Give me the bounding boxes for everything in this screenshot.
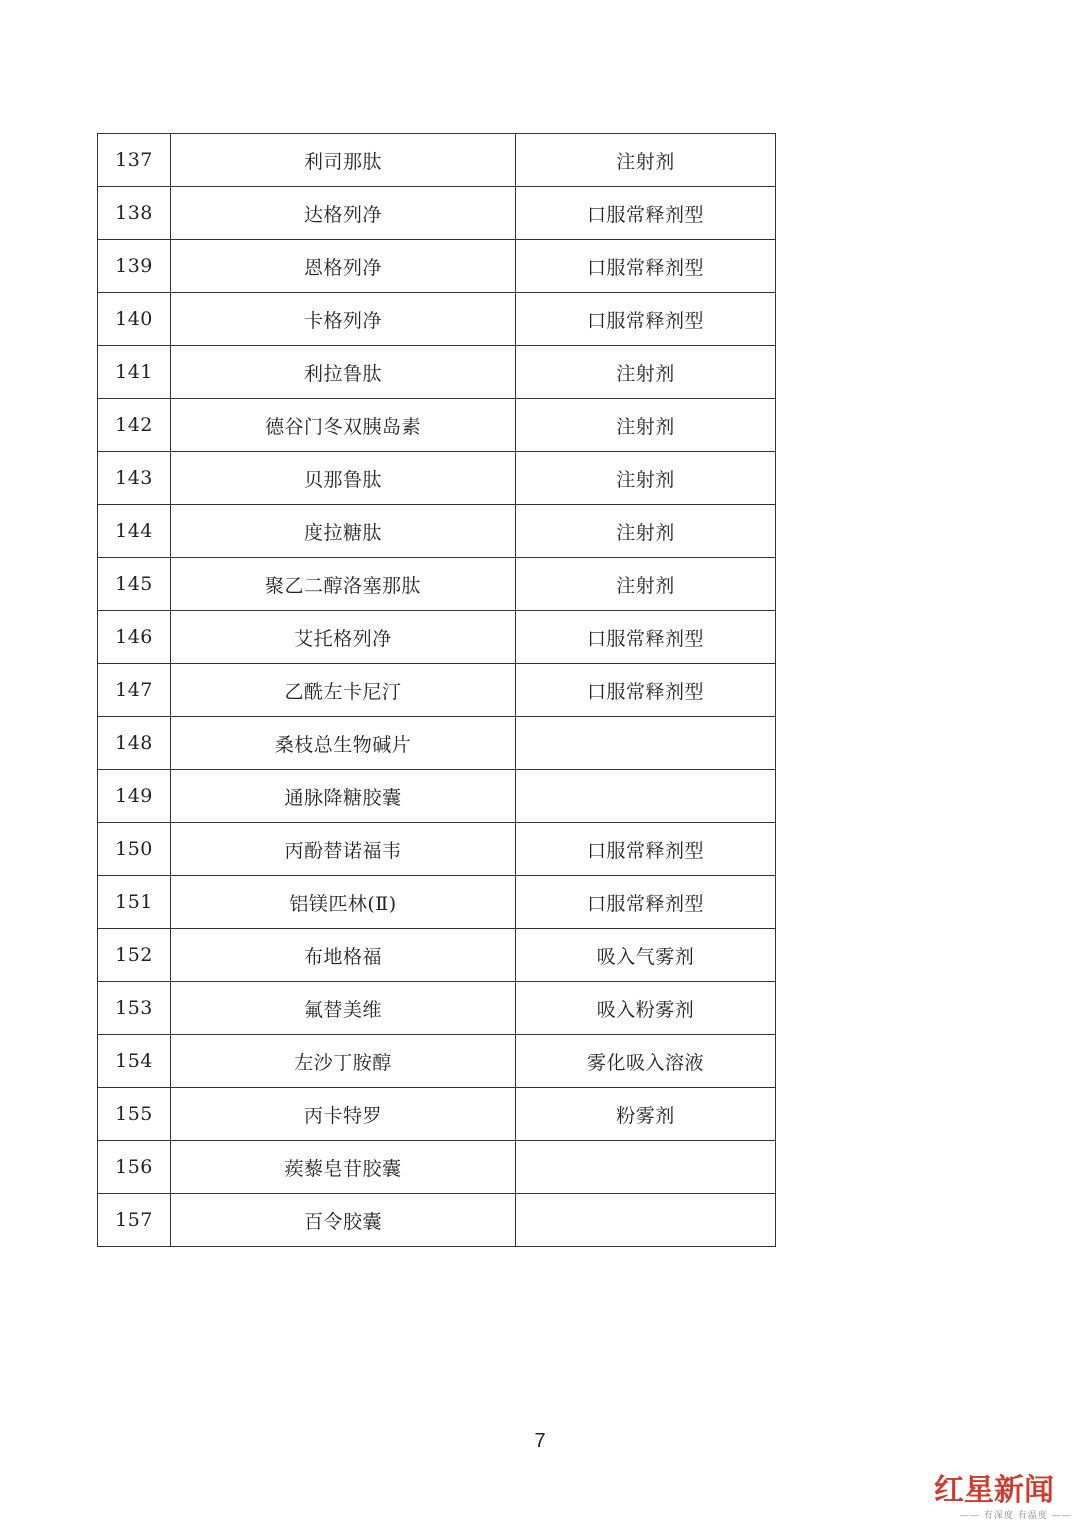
dosage-form: 口服常释剂型 [516, 876, 776, 929]
table-row [98, 452, 776, 505]
row-number: 145 [98, 558, 171, 611]
dosage-form: 口服常释剂型 [516, 293, 776, 346]
dosage-form: 口服常释剂型 [516, 187, 776, 240]
drug-name: 达格列净 [171, 187, 516, 240]
dosage-form: 吸入粉雾剂 [516, 982, 776, 1035]
drug-name: 恩格列净 [171, 240, 516, 293]
dosage-form: 吸入气雾剂 [516, 929, 776, 982]
drug-name: 丙酚替诺福韦 [171, 823, 516, 876]
dosage-form: 口服常释剂型 [516, 240, 776, 293]
drug-name: 丙卡特罗 [171, 1088, 516, 1141]
table-row [98, 399, 776, 452]
red-star-news-logo-icon [930, 1470, 1070, 1508]
row-number: 153 [98, 982, 171, 1035]
table-row [98, 505, 776, 558]
drug-name: 百令胶囊 [171, 1194, 516, 1247]
table-row [98, 240, 776, 293]
table-row [98, 1035, 776, 1088]
drug-name: 蒺藜皂苷胶囊 [171, 1141, 516, 1194]
table-row [98, 929, 776, 982]
watermark-logo-text: 红星新闻 [934, 1473, 1054, 1508]
drug-list-table [97, 133, 776, 1247]
row-number: 138 [98, 187, 171, 240]
drug-name: 利司那肽 [171, 134, 516, 187]
page-number: 7 [534, 1430, 546, 1452]
drug-name: 铝镁匹林(Ⅱ) [171, 876, 516, 929]
watermark-tagline: —— 有深度 有温度 —— [960, 1511, 1072, 1521]
row-number: 143 [98, 452, 171, 505]
dosage-form: 粉雾剂 [516, 1088, 776, 1141]
row-number: 154 [98, 1035, 171, 1088]
dosage-form: 注射剂 [516, 452, 776, 505]
table-row [98, 770, 776, 823]
dosage-form: 口服常释剂型 [516, 611, 776, 664]
row-number: 140 [98, 293, 171, 346]
dosage-form: 注射剂 [516, 558, 776, 611]
dosage-form [516, 770, 776, 823]
dosage-form: 注射剂 [516, 505, 776, 558]
row-number: 157 [98, 1194, 171, 1247]
table-row [98, 982, 776, 1035]
row-number: 137 [98, 134, 171, 187]
row-number: 152 [98, 929, 171, 982]
table-row [98, 717, 776, 770]
table-row [98, 1194, 776, 1247]
row-number: 139 [98, 240, 171, 293]
row-number: 141 [98, 346, 171, 399]
drug-name: 布地格福 [171, 929, 516, 982]
drug-name: 聚乙二醇洛塞那肽 [171, 558, 516, 611]
row-number: 149 [98, 770, 171, 823]
table-row [98, 1088, 776, 1141]
table-row [98, 823, 776, 876]
dosage-form [516, 717, 776, 770]
row-number: 150 [98, 823, 171, 876]
table-row [98, 611, 776, 664]
drug-name: 度拉糖肽 [171, 505, 516, 558]
drug-name: 艾托格列净 [171, 611, 516, 664]
dosage-form: 注射剂 [516, 346, 776, 399]
drug-name: 左沙丁胺醇 [171, 1035, 516, 1088]
row-number: 155 [98, 1088, 171, 1141]
dosage-form: 注射剂 [516, 399, 776, 452]
dosage-form: 口服常释剂型 [516, 664, 776, 717]
drug-name: 氟替美维 [171, 982, 516, 1035]
table-row [98, 134, 776, 187]
row-number: 144 [98, 505, 171, 558]
table-row [98, 876, 776, 929]
watermark-logo [930, 1470, 1070, 1522]
row-number: 151 [98, 876, 171, 929]
drug-name: 德谷门冬双胰岛素 [171, 399, 516, 452]
dosage-form [516, 1141, 776, 1194]
table-body [98, 134, 776, 1247]
table-row [98, 1141, 776, 1194]
table-row [98, 293, 776, 346]
drug-name: 桑枝总生物碱片 [171, 717, 516, 770]
row-number: 147 [98, 664, 171, 717]
row-number: 142 [98, 399, 171, 452]
drug-name: 利拉鲁肽 [171, 346, 516, 399]
dosage-form: 口服常释剂型 [516, 823, 776, 876]
row-number: 148 [98, 717, 171, 770]
table-row [98, 187, 776, 240]
drug-name: 乙酰左卡尼汀 [171, 664, 516, 717]
dosage-form: 注射剂 [516, 134, 776, 187]
row-number: 156 [98, 1141, 171, 1194]
drug-name: 通脉降糖胶囊 [171, 770, 516, 823]
dosage-form [516, 1194, 776, 1247]
row-number: 146 [98, 611, 171, 664]
drug-name: 贝那鲁肽 [171, 452, 516, 505]
table-row [98, 346, 776, 399]
dosage-form: 雾化吸入溶液 [516, 1035, 776, 1088]
table-row [98, 558, 776, 611]
drug-name: 卡格列净 [171, 293, 516, 346]
table-row [98, 664, 776, 717]
